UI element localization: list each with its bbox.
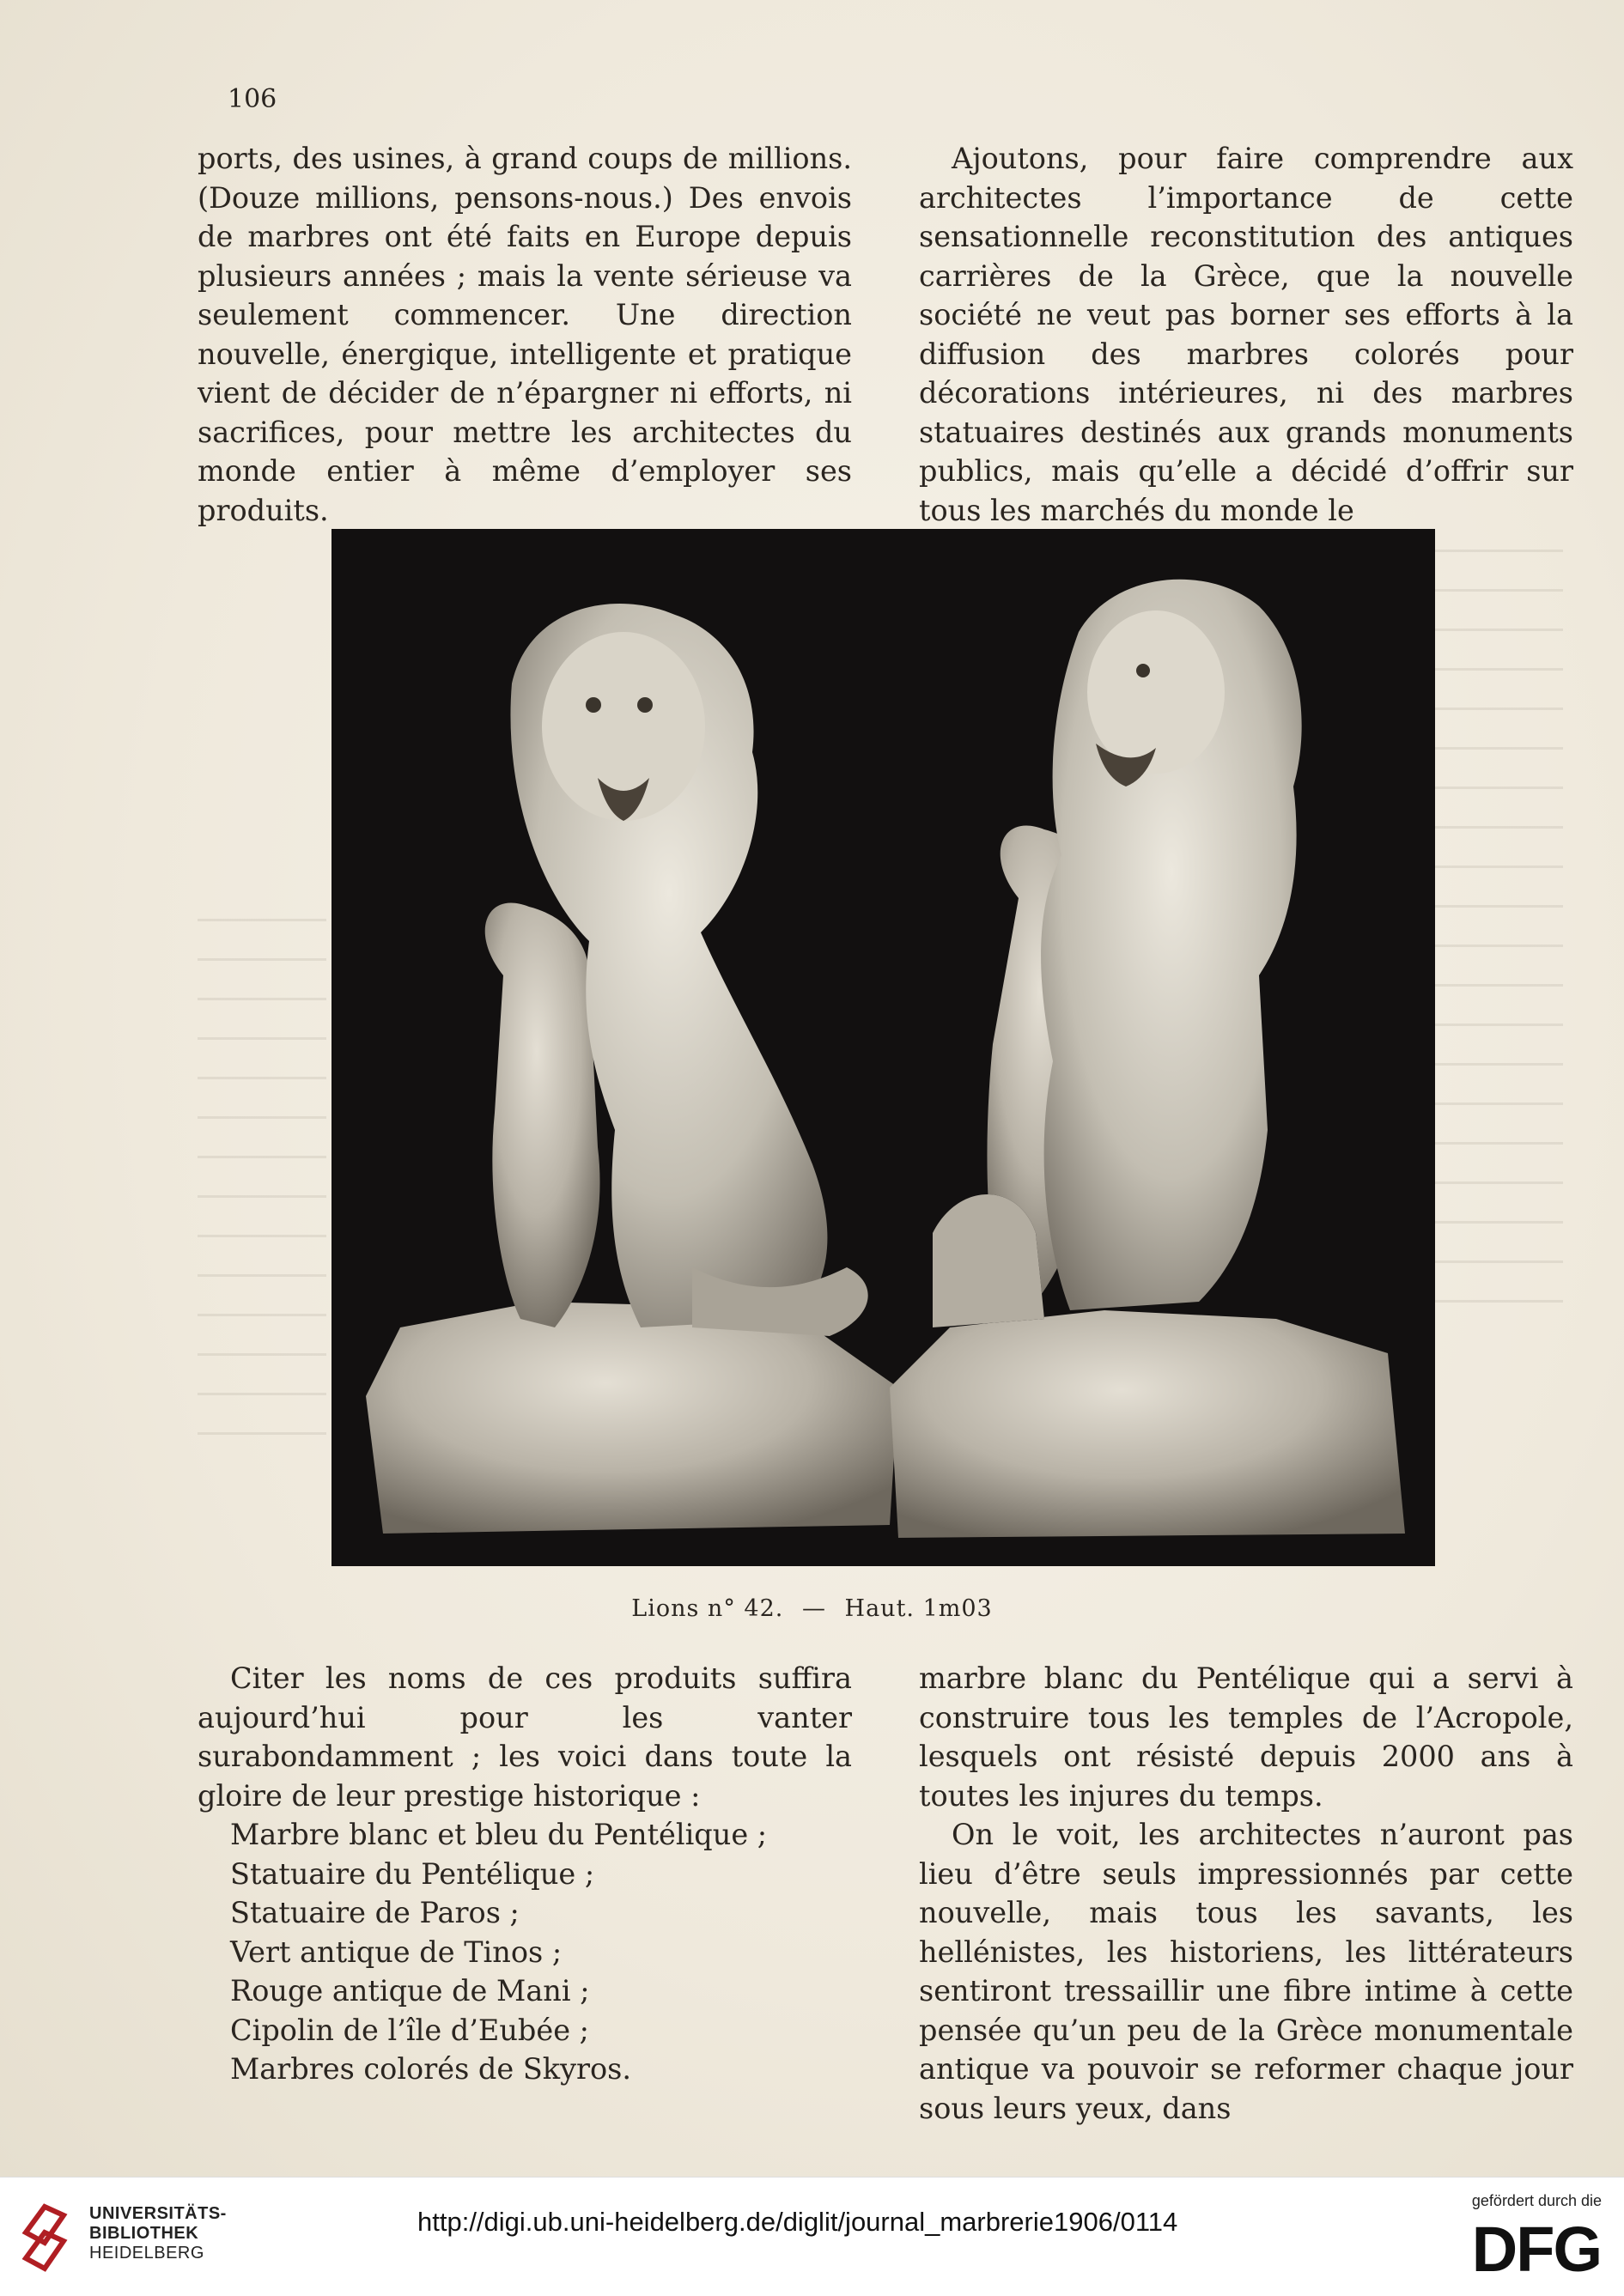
dfg-logo: DFG (1471, 2214, 1601, 2285)
page-number: 106 (228, 84, 277, 114)
marble-list-item: Marbres colorés de Skyros. (230, 2052, 632, 2086)
paragraph: On le voit, les architectes n’auront pas lieu d’être seuls impressionnés par cette nouvelle, mais tous les savants, les hellénistes, les historiens, les littérateurs sentiront tressaillir une fibre intime à cette pensée qu’un peu de la Grèce monumentale antique va pouvoir se reformer chaque jour sous leurs yeux, dans (919, 1818, 1573, 2125)
bleed-through-text (198, 919, 326, 1451)
library-name-line: UNIVERSITÄTS- (89, 2204, 227, 2223)
paragraph: Citer les noms de ces produits suffira aujourd’hui pour les vanter surabondamment ; les voici dans toute la gloire de leur prestige historique : (198, 1661, 852, 1813)
caption-height: Haut. 1m03 (844, 1595, 993, 1622)
library-name-line: HEIDELBERG (89, 2244, 204, 2263)
marble-list-item: Rouge antique de Mani ; (230, 1974, 590, 2007)
marble-list-item: Marbre blanc et bleu du Pentélique ; (230, 1818, 768, 1851)
lions-photograph (331, 529, 1435, 1566)
figure-caption (0, 1595, 1624, 1622)
text-column-bottom-right (919, 1659, 1573, 2128)
marble-list-item: Cipolin de l’île d’Eubée ; (230, 2013, 589, 2047)
lion-statues-image (331, 529, 1435, 1566)
permalink-url[interactable]: http://digi.ub.uni-heidelberg.de/diglit/journal_marbrerie1906/0114 (417, 2207, 1178, 2237)
funding-note: gefördert durch die (1471, 2192, 1602, 2209)
marble-list-item: Vert antique de Tinos ; (230, 1935, 563, 1969)
paragraph: Ajoutons, pour faire comprendre aux architectes l’importance de cette sensationnelle reconstitution des antiques carrières de la Grèce, que la nouvelle société ne veut pas borner ses efforts à la diffusion des marbres colorés pour décorations intérieures, ni des marbres statuaires destinés aux grands monuments publics, mais qu’elle a décidé d’offrir sur tous les marchés du monde le (919, 142, 1573, 527)
text-column-top-right (919, 139, 1573, 530)
caption-title: Lions n° 42. (631, 1595, 784, 1622)
library-name (89, 2204, 227, 2263)
library-name-line: BIBLIOTHEK (89, 2224, 199, 2243)
text-column-bottom-left (198, 1659, 852, 2089)
marble-list-item: Statuaire de Paros ; (230, 1896, 520, 1929)
marble-list-item: Statuaire du Pentélique ; (230, 1856, 595, 1891)
paragraph: marbre blanc du Pentélique qui a servi à construire tous les temples de l’Acropole, lesquels ont résisté depuis 2000 ans à toutes les injures du temps. (919, 1661, 1573, 1813)
paragraph: ports, des usines, à grand coups de millions. (Douze millions, pensons-nous.) Des envois de marbres ont été faits en Europe depuis plusieurs années ; mais la vente sérieuse va seulement commencer. Une direction nouvelle, énergique, intelligente et pratique vient de décider de n’épargner ni efforts, ni sacrifices, pour mettre les architectes du monde entier à même d’employer ses produits. (198, 142, 852, 527)
caption-dash: — (801, 1595, 826, 1622)
text-column-top-left (198, 139, 852, 530)
university-library-logo-icon (19, 2198, 77, 2281)
